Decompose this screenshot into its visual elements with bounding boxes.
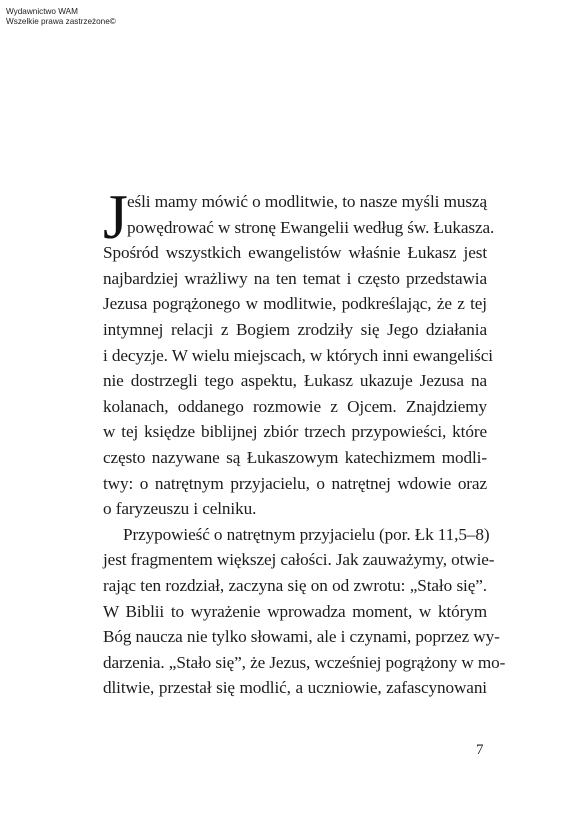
paragraph-2 <box>103 522 506 701</box>
text-line: często nazywane są Łukaszowym katechizmem modli- <box>103 447 487 467</box>
text-line: twy: o natrętnym przyjacielu, o natrętnej wdowie oraz <box>103 473 487 493</box>
body-text <box>103 181 506 701</box>
text-line: w tej księdze biblijnej zbiór trzech przypowieści, które <box>103 422 487 442</box>
publisher-note <box>6 7 116 27</box>
text-line: Przypowieść o natrętnym przyjacielu (por. Łk 11,5–8) <box>123 524 490 544</box>
text-line: kolanach, oddanego rozmowie z Ojcem. Znajdziemy <box>103 396 487 416</box>
text-line: Spośród wszystkich ewangelistów właśnie Łukasz jest <box>103 243 487 263</box>
drop-cap: J <box>103 181 128 252</box>
text-line: najbardziej wrażliwy na ten temat i często przedstawia <box>103 268 487 288</box>
text-line: o faryzeuszu i celniku. <box>103 499 257 519</box>
copyright-notice: Wszelkie prawa zastrzeżone© <box>6 17 116 26</box>
text-line: W Biblii to wyrażenie wprowadza moment, w którym <box>103 601 487 621</box>
text-line: i decyzje. W wielu miejscach, w których inni ewangeliści <box>103 345 493 365</box>
text-line: dlitwie, przestał się modlić, a uczniowie, zafascynowani <box>103 678 487 698</box>
text-line: eśli mamy mówić o modlitwie, to nasze myśli muszą <box>127 192 487 211</box>
text-line: nie dostrzegli tego aspektu, Łukasz ukazuje Jezusa na <box>103 371 487 391</box>
text-line: Bóg naucza nie tylko słowami, ale i czynami, poprzez wy- <box>103 627 500 647</box>
text-line: Jezusa pogrążonego w modlitwie, podkreślając, że z tej <box>103 294 487 314</box>
publisher-name: Wydawnictwo WAM <box>6 7 78 16</box>
text-line: rając ten rozdział, zaczyna się on od zwrotu: „Stało się”. <box>103 575 487 595</box>
text-line: powędrować w stronę Ewangelii według św. Łukasza. <box>127 217 495 237</box>
text-line: jest fragmentem większej całości. Jak zauważymy, otwie- <box>103 550 495 570</box>
page-number: 7 <box>476 742 484 758</box>
text-line: darzenia. „Stało się”, że Jezus, wcześniej pogrążony w mo- <box>103 652 506 672</box>
paragraph-1 <box>103 189 495 522</box>
text-line: intymnej relacji z Bogiem zrodziły się Jego działania <box>103 319 487 339</box>
